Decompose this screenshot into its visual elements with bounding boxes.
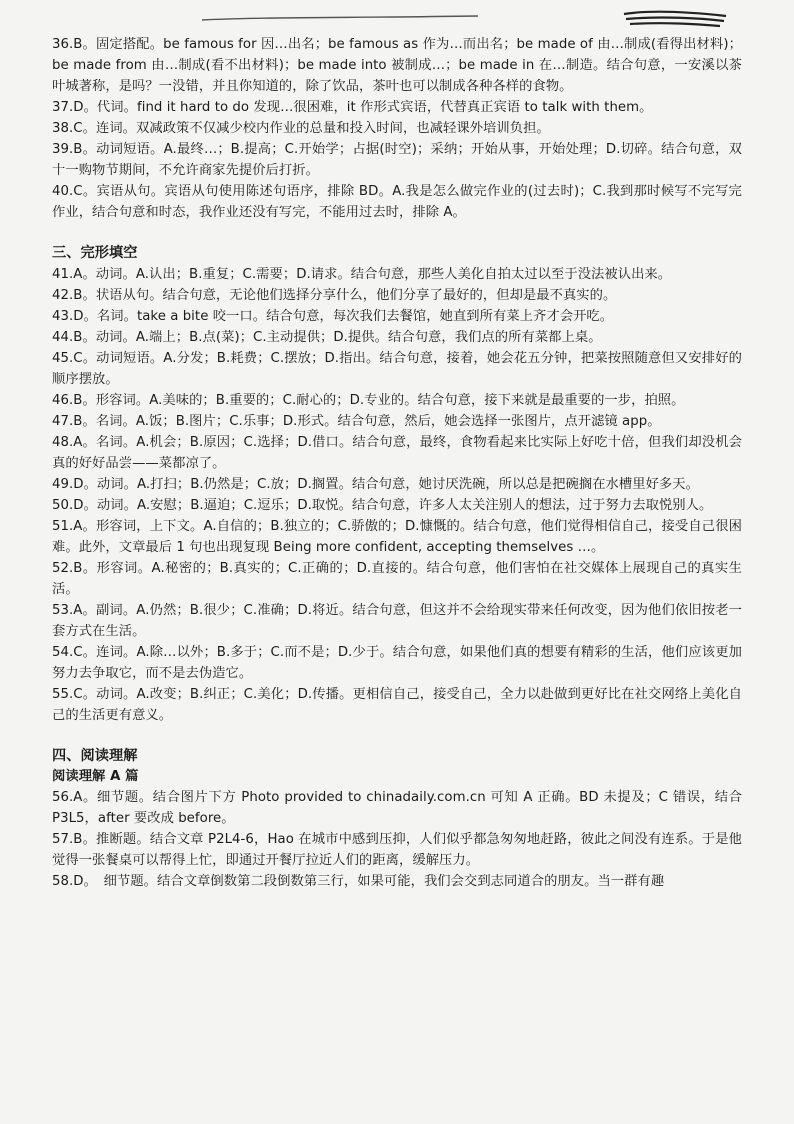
answer-item: 52.B。形容词。A.秘密的；B.真实的；C.正确的；D.直接的。结合句意，他们害怕在社交媒体上展现自己的真实生活。 [52, 561, 742, 597]
pen-stroke-mark [200, 14, 480, 24]
answer-item: 46.B。形容词。A.美味的；B.重要的；C.耐心的；D.专业的。结合句意，接下来就是最重要的一步，拍照。 [52, 393, 685, 408]
answer-item: 41.A。动词。A.认出；B.重复；C.需要；D.请求。结合句意，那些人美化自拍太过以至于没法被认出来。 [52, 267, 672, 282]
answer-block-reading [52, 787, 742, 892]
answer-block-cloze [52, 264, 742, 726]
answer-item: 51.A。形容词，上下文。A.自信的；B.独立的；C.骄傲的；D.慷慨的。结合句意，他们觉得相信自己，接受自己很困难。此外，文章最后 1 句也出现复现 Being more confident, accepting themselves …。 [52, 519, 742, 555]
answer-item: 58.D。 细节题。结合文章倒数第二段倒数第三行，如果可能，我们会交到志同道合的朋友。当一群有趣 [52, 874, 665, 889]
answer-item: 47.B。名词。A.饭；B.图片；C.乐事；D.形式。结合句意，然后，她会选择一张图片，点开滤镜 app。 [52, 414, 661, 429]
answer-item: 53.A。副词。A.仍然；B.很少；C.准确；D.将近。结合句意，但这并不会给现实带来任何改变，因为他们依旧按老一套方式在生活。 [52, 603, 742, 639]
answer-item: 42.B。状语从句。结合句意，无论他们选择分享什么，他们分享了最好的，但却是最不真实的。 [52, 288, 617, 303]
answer-item: 38.C。连词。双减政策不仅减少校内作业的总量和投入时间，也减轻课外培训负担。 [52, 121, 550, 136]
answer-item: 43.D。名词。take a bite 咬一口。结合句意，每次我们去餐馆，她直到所有菜上齐才会开吃。 [52, 309, 614, 324]
answer-item: 39.B。动词短语。A.最终…；B.提高；C.开始学；占据(时空)；采纳；开始从事，开始处理；D.切碎。结合句意，双十一购物节期间，不允许商家先提价后打折。 [52, 142, 742, 178]
answer-item: 36.B。固定搭配。be famous for 因…出名；be famous as 作为…而出名；be made of 由…制成(看得出材料)；be made from 由…制成(看不出材料)；be made into 被制成…；be made in 在…制造。结合句意，一安溪以茶叶城著称，是吗？一没错，并且你知道的，除了饮品，茶叶也可以制成各种各样的食物。 [52, 37, 742, 94]
section-heading-cloze: 三、完形填空 [52, 245, 138, 261]
answer-item: 50.D。动词。A.安慰；B.逼迫；C.逗乐；D.取悦。结合句意，许多人太关注别人的想法，过于努力去取悦别人。 [52, 498, 713, 513]
answer-item: 49.D。动词。A.打扫；B.仍然是；C.放；D.搁置。结合句意，她讨厌洗碗，所以总是把碗搁在水槽里好多天。 [52, 477, 699, 492]
answer-item: 44.B。动词。A.端上；B.点(菜)；C.主动提供；D.提供。结合句意，我们点的所有菜都上桌。 [52, 330, 602, 345]
section-heading-reading: 四、阅读理解 [52, 748, 138, 764]
answer-block-grammar [52, 34, 742, 223]
subsection-heading-reading-a: 阅读理解 A 篇 [52, 769, 139, 784]
answer-item: 40.C。宾语从句。宾语从句使用陈述句语序，排除 BD。A.我是怎么做完作业的(过去时)；C.我到那时候写不完写完作业，结合句意和时态，我作业还没有写完，不能用过去时，排除 A。 [52, 184, 742, 220]
answer-item: 57.B。推断题。结合文章 P2L4-6，Hao 在城市中感到压抑，人们似乎都急匆匆地赶路，彼此之间没有连系。于是他觉得一张餐桌可以帮得上忙，即通过开餐厅拉近人们的距离，缓解压力。 [52, 832, 742, 868]
answer-item: 54.C。连词。A.除…以外；B.多于；C.而不是；D.少于。结合句意，如果他们真的想要有精彩的生活，他们应该更加努力去争取它，而不是去伪造它。 [52, 645, 742, 681]
answer-item: 37.D。代词。find it hard to do 发现…很困难，it 作形式宾语，代替真正宾语 to talk with them。 [52, 100, 653, 115]
scribble-mark [620, 8, 730, 30]
answer-item: 56.A。细节题。结合图片下方 Photo provided to chinadaily.com.cn 可知 A 正确。BD 未提及；C 错误，结合 P3L5，after 要改成 before。 [52, 790, 742, 826]
answer-item: 55.C。动词。A.改变；B.纠正；C.美化；D.传播。更相信自己，接受自己，全力以赴做到更好比在社交网络上美化自己的生活更有意义。 [52, 687, 742, 723]
answer-key-content [52, 34, 742, 892]
answer-item: 45.C。动词短语。A.分发；B.耗费；C.摆放；D.指出。结合句意，接着，她会花五分钟，把菜按照随意但又安排好的顺序摆放。 [52, 351, 742, 387]
answer-item: 48.A。名词。A.机会；B.原因；C.选择；D.借口。结合句意，最终，食物看起来比实际上好吃十倍，但我们却没机会真的好好品尝——菜都凉了。 [52, 435, 742, 471]
